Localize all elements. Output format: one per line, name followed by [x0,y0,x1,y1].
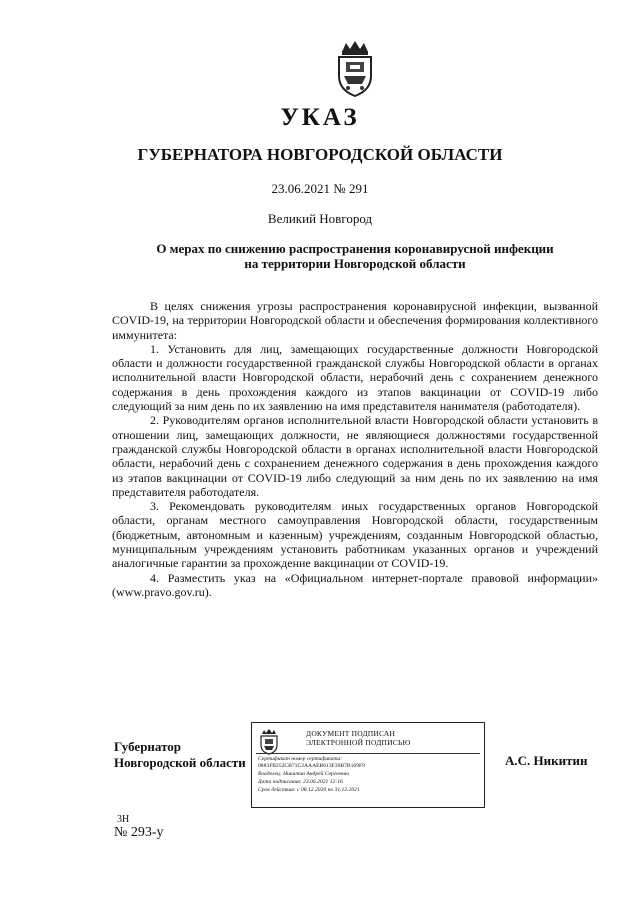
stamp-divider [256,753,480,754]
stamp-cert-label: Сертификат номер сертификата: [258,756,343,762]
electronic-signature-stamp [251,722,485,808]
document-body [112,299,598,599]
signer-position-line-1: Губернатор [114,739,182,754]
body-paragraph-intro: В целях снижения угрозы распространения коронавирусной инфекции, вызванной COVID-19, на территории Новгородской области и обеспечения формирования коллективного иммунитета: [112,299,598,342]
footer-code: 3Н [117,814,130,825]
document-date-number: 23.06.2021 № 291 [271,181,369,196]
heading-line-1: О мерах по снижению распространения коронавирусной инфекции [156,241,554,256]
stamp-cert-number: 0883FB252CB71C2AAAEB613F39B7B169F9 [258,763,365,769]
stamp-owner: Владелец: Никитин Андрей Сергеевич [258,771,349,777]
heading-line-2: на территории Новгородской области [244,256,466,271]
stamp-validity: Срок действия: с 08.12.2020 по 31.12.2021 [258,787,360,793]
body-paragraph-2: 2. Руководителям органов исполнительной власти Новгородской области установить в отношении лиц, замещающих должности, не являющиеся должностями государственной гражданской службы Новгородской области в органах исполнительной власти Новгородской области, нерабочий день с сохранением денежного содержания в день прохождения каждого из этапов вакцинации от COVID-19 либо следующий за ним день по их заявлению на имя представителя работодателя. [112,413,598,499]
signer-name: А.С. Никитин [505,753,588,768]
document-subtitle: ГУБЕРНАТОРА НОВГОРОДСКОЙ ОБЛАСТИ [137,145,503,164]
signer-position [114,739,246,771]
document-heading [100,241,610,271]
stamp-heading [292,729,496,747]
signer-position-line-2: Новгородской области [114,755,246,770]
stamp-heading-line-2: ЭЛЕКТРОННОЙ ПОДПИСЬЮ [306,738,411,747]
stamp-heading-line-1: ДОКУМЕНТ ПОДПИСАН [306,729,396,738]
body-paragraph-3: 3. Рекомендовать руководителям иных государственных органов Новгородской области, органам местного самоуправления Новгородской области, государственным (бюджетным, автономным и казенным) учреждениям, созданным Новгородской областью, муниципальным учреждениям установить работникам указанных органов и учреждений аналогичные гарантии за прохождение вакцинации от COVID-19. [112,499,598,571]
document-title: УКАЗ [280,104,360,131]
document-city: Великий Новгород [267,211,373,226]
footer-number: № 293-у [114,825,164,840]
stamp-signed-date: Дата подписания: 23.06.2021 12:16 [258,779,343,785]
body-paragraph-4: 4. Разместить указ на «Официальном интернет-портале правовой информации» (www.pravo.gov.ru). [112,570,598,599]
body-paragraph-1: 1. Установить для лиц, замещающих государственные должности Новгородской области и должности государственной гражданской службы Новгородской области в органах исполнительной власти Новгородской области, нерабочий день с сохранением денежного содержания в день прохождения каждого из этапов вакцинации от COVID-19 либо следующий за ним день по их заявлению на имя представителя нанимателя (работодателя). [112,341,598,414]
stamp-coat-of-arms-icon [258,729,280,755]
coat-of-arms-icon [332,40,378,98]
